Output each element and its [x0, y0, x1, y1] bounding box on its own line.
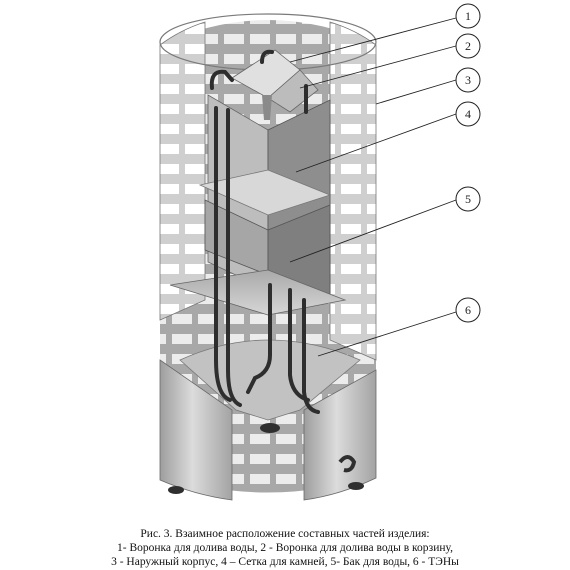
callout-6-label: 6 — [465, 303, 471, 317]
callout-6 — [456, 298, 480, 322]
leader-3 — [376, 80, 456, 104]
callout-1-label: 1 — [465, 9, 471, 23]
callout-2 — [456, 34, 480, 58]
figure-caption — [0, 527, 570, 569]
foot-right — [348, 482, 364, 490]
callout-3-label: 3 — [465, 73, 471, 87]
foot-center — [260, 423, 280, 433]
caption-line-3: 3 - Наружный корпус, 4 – Сетка для камней, 5- Бак для воды, 6 - ТЭНы — [111, 556, 459, 568]
case-right-sheet — [330, 22, 376, 360]
callout-5 — [456, 187, 480, 211]
callout-5-label: 5 — [465, 192, 471, 206]
callout-1 — [456, 4, 480, 28]
case-left-sheet — [160, 22, 205, 320]
callout-4-label: 4 — [465, 107, 471, 121]
callout-4 — [456, 102, 480, 126]
callout-2-label: 2 — [465, 39, 471, 53]
callout-3 — [456, 68, 480, 92]
caption-line-1: Рис. 3. Взаимное расположение составных частей изделия: — [140, 528, 430, 540]
foot-left — [168, 486, 184, 494]
caption-line-2: 1- Воронка для долива воды, 2 - Воронка для долива воды в корзину, — [116, 542, 454, 554]
callouts — [456, 4, 480, 322]
